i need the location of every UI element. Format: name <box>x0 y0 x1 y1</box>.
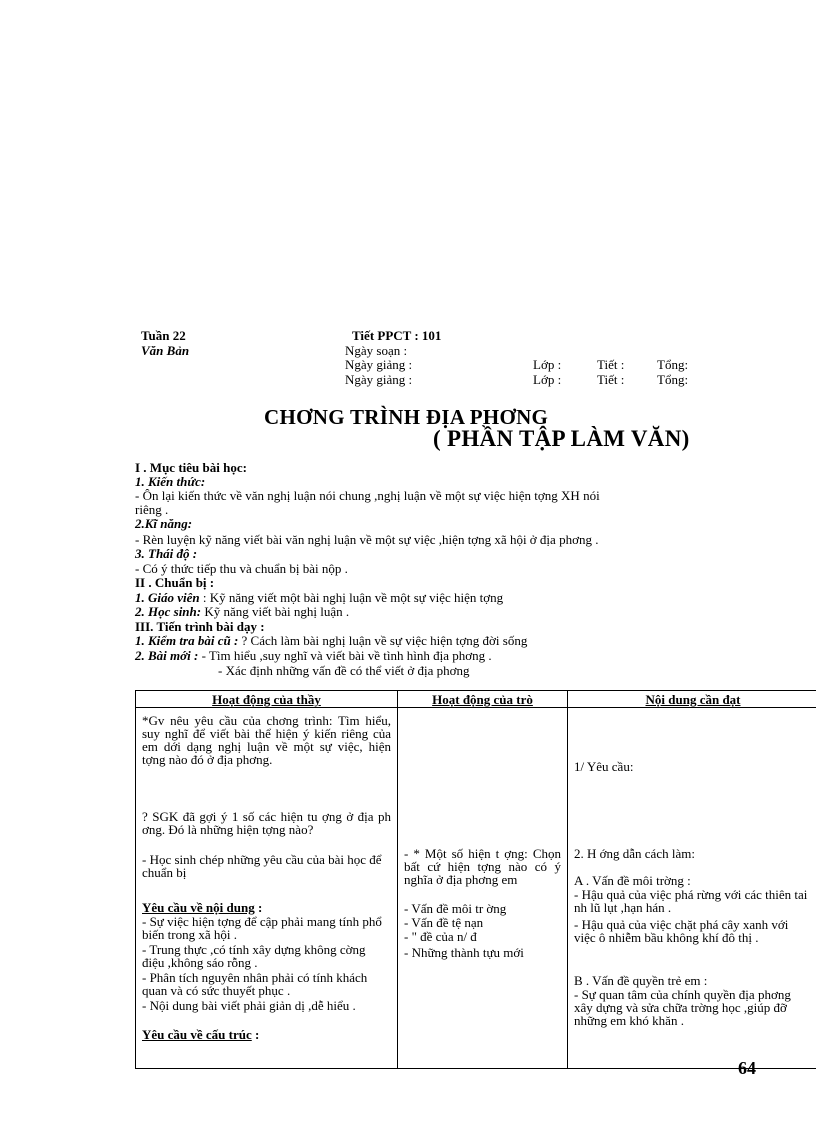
student-prep-line <box>135 605 349 619</box>
new-lesson-text-2: - Xác định những vấn đề có thể viết ở địa phơng <box>218 663 470 678</box>
teacher-label: 1. Giáo viên <box>135 590 200 605</box>
class-label-1: Lớp : <box>533 357 562 372</box>
subject-label: Văn Bản <box>141 343 190 358</box>
skills-text: - Rèn luyện kỹ năng viết bài văn nghị luận về một sự việc ,hiện tợng xã hội ở địa phơng . <box>135 532 599 547</box>
structure-requirements-colon: : <box>251 1027 260 1042</box>
attitude-text: - Có ý thức tiếp thu và chuẩn bị bài nộp . <box>135 561 348 576</box>
content-header: Nội dung cần đạt <box>568 691 816 708</box>
new-lesson-text-1: - Tìm hiểu ,suy nghĩ và viết bài về tình hình địa phơng . <box>198 648 492 663</box>
period-label-2: Tiết : <box>597 372 625 387</box>
content-req-4: - Nội dung bài viết phải giản dị ,dễ hiểu . <box>142 998 356 1013</box>
activity-table <box>135 690 816 1069</box>
student-label: 2. Học sinh: <box>135 604 202 619</box>
check-text: ? Cách làm bài nghị luận về sự việc hiện tợng đời sống <box>238 633 528 648</box>
content-req-1: - Sự việc hiện tợng để cập phải mang tính phổ biến trong xã hội . <box>142 914 382 942</box>
teacher-activity-header: Hoạt động của thầy <box>136 691 398 708</box>
content-req-2: - Trung thực ,có tính xây dựng không cờng điệu ,không sáo rỗng . <box>142 942 366 970</box>
teacher-activity-cell <box>136 708 398 1069</box>
content-item-6: B . Vấn đề quyền trẻ em : <box>574 973 708 988</box>
teacher-intro: *Gv nêu yêu cầu của chơng trình: Tìm hiểu, suy nghĩ để viết bài thể hiện ý kiến riêng của em dới dạng nghị luận về một sự việc, hiện tợng nào đó ở địa phơng. <box>142 713 391 767</box>
prep-date-label: Ngày soạn : <box>345 343 408 358</box>
page-number: 64 <box>738 1058 756 1078</box>
skills-label: 2.Kĩ năng: <box>135 516 193 531</box>
prep-heading: II . Chuẩn bị : <box>135 575 215 590</box>
teacher-prep-line <box>135 591 503 605</box>
teach-date-label-1: Ngày giảng : <box>345 357 413 372</box>
content-requirements-colon: : <box>254 900 263 915</box>
content-requirements-label: Yêu cầu về nội dung <box>142 900 255 915</box>
table-header-row <box>136 691 816 708</box>
student-item-4: - " đề của n/ đ <box>404 929 477 944</box>
content-cell <box>568 708 816 1069</box>
content-requirements-heading <box>142 901 391 914</box>
content-item-3: A . Vấn đề môi trờng : <box>574 873 691 888</box>
new-lesson-label: 2. Bài mới : <box>135 648 199 663</box>
student-activity-header: Hoạt động của trò <box>398 691 568 708</box>
process-heading: III. Tiến trình bài dạy : <box>135 619 265 634</box>
content-item-4: - Hậu quả của việc phá rừng với các thiên tai nh lũ lụt ,hạn hán . <box>574 887 808 915</box>
total-label-1: Tổng: <box>657 357 689 372</box>
check-line <box>135 634 527 648</box>
teach-date-label-2: Ngày giảng : <box>345 372 413 387</box>
content-item-1: 1/ Yêu cầu: <box>574 759 634 774</box>
total-label-2: Tổng: <box>657 372 689 387</box>
content-item-7: - Sự quan tâm của chính quyền địa phơng xây dựng và sửa chữa trờng học ,giúp đỡ những em khó khăn . <box>574 987 791 1028</box>
teacher-note: - Học sinh chép những yêu cầu của bài học để chuẩn bị <box>142 852 382 880</box>
student-text: Kỹ năng viết bài nghị luận . <box>201 604 350 619</box>
content-item-2: 2. H ớng dẫn cách làm: <box>574 846 695 861</box>
student-item-5: - Những thành tựu mới <box>404 945 524 960</box>
knowledge-label: 1. Kiến thức: <box>135 474 206 489</box>
attitude-label: 3. Thái độ : <box>135 546 198 561</box>
content-item-5: - Hậu quả của việc chặt phá cây xanh với việc ô nhiễm bầu không khí đô thị . <box>574 917 789 945</box>
structure-requirements-label: Yêu cầu về cấu trúc <box>142 1027 252 1042</box>
week-label: Tuần 22 <box>141 328 186 343</box>
student-activity-cell <box>398 708 568 1069</box>
title-line-2: ( PHẦN TẬP LÀM VĂN) <box>433 426 690 451</box>
student-item-1: - * Một số hiện t ợng: Chọn bất cứ hiện tợng nào có ý nghĩa ở địa phơng em <box>404 846 561 887</box>
student-item-3: - Vấn đề tệ nạn <box>404 915 484 930</box>
student-item-2: - Vấn đề môi tr ờng <box>404 901 507 916</box>
objectives-heading: I . Mục tiêu bài học: <box>135 460 247 475</box>
teacher-text: : Kỹ năng viết một bài nghị luận về một sự việc hiện tợng <box>199 590 504 605</box>
check-label: 1. Kiểm tra bài cũ : <box>135 633 239 648</box>
title-line-1: CHƠNG TRÌNH ĐỊA PHƠNG <box>264 405 549 429</box>
table-row <box>136 708 816 1069</box>
content-req-3: - Phân tích nguyên nhân phải có tính khách quan và có sức thuyết phục . <box>142 970 368 998</box>
new-lesson-line <box>135 649 492 663</box>
teacher-question: ? SGK đã gợi ý 1 số các hiện tu ợng ở địa ph ơng. Đó là những hiện tợng nào? <box>142 809 391 837</box>
period-label-1: Tiết : <box>597 357 625 372</box>
knowledge-text: - Ôn lại kiến thức về văn nghị luận nói chung ,nghị luận về một sự việc hiện tợng XH nói <box>135 488 600 503</box>
knowledge-text-2: riêng . <box>135 502 169 517</box>
class-label-2: Lớp : <box>533 372 562 387</box>
structure-requirements-heading <box>142 1028 391 1041</box>
lesson-number: Tiết PPCT : 101 <box>352 328 442 343</box>
